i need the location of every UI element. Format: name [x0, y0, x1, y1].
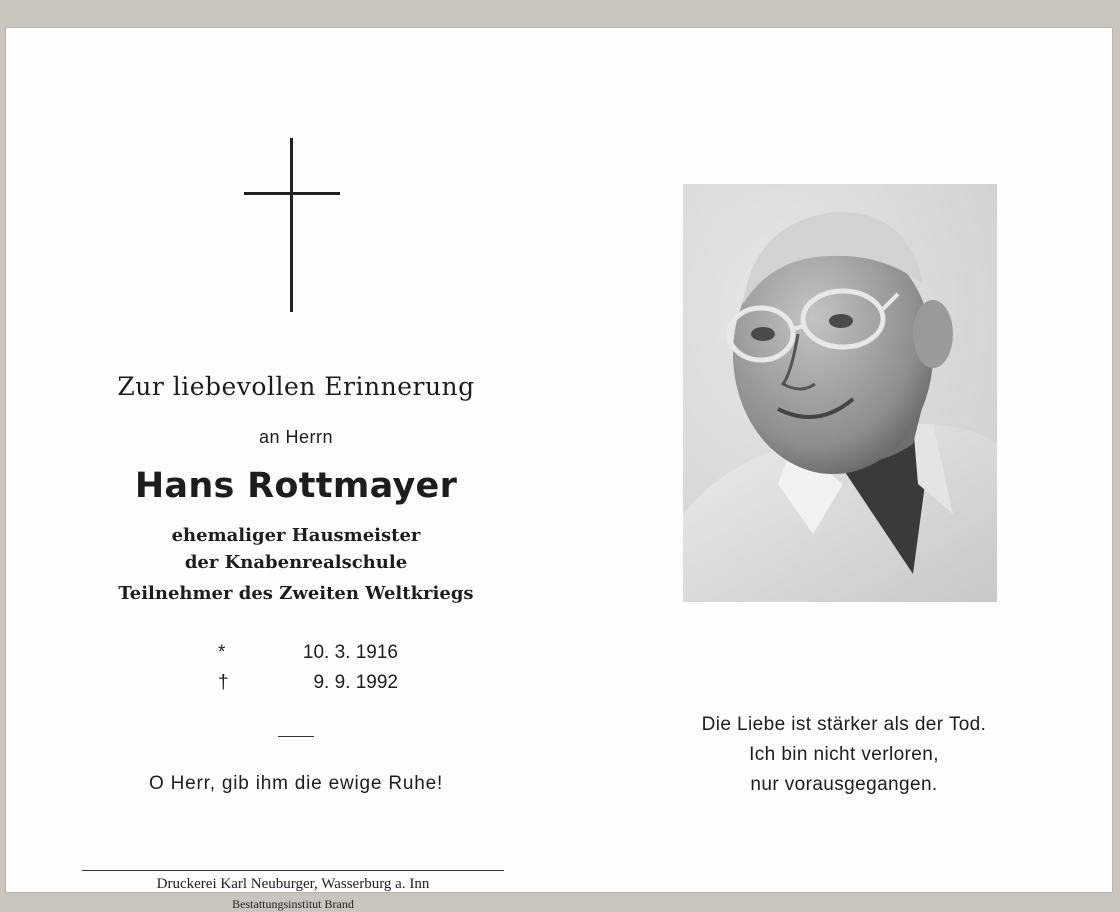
death-date-row	[218, 672, 398, 702]
prayer-text: O Herr, gib ihm die ewige Ruhe!	[148, 773, 444, 794]
quote-line: Die Liebe ist stärker als der Tod.	[701, 714, 987, 735]
salutation: an Herrn	[258, 427, 334, 447]
birth-date: 10. 3. 1916	[302, 642, 398, 663]
death-cross-icon: †	[218, 672, 229, 693]
cross-icon	[244, 138, 340, 312]
printer-credit: Druckerei Karl Neuburger, Wasserburg a. Inn	[156, 876, 430, 892]
deceased-name: Hans Rottmayer	[134, 466, 458, 506]
life-dates	[218, 642, 398, 702]
birth-date-row	[218, 642, 398, 672]
birth-star-icon: *	[218, 642, 226, 663]
memorial-heading: Zur liebevollen Erinnerung	[117, 372, 475, 401]
quote-line: nur vorausgegangen.	[750, 774, 938, 795]
portrait-photo	[683, 184, 997, 602]
description-line: der Knabenrealschule	[184, 552, 408, 573]
funeral-home-credit: Bestattungsinstitut Brand	[232, 897, 354, 911]
death-date: 9. 9. 1992	[313, 672, 398, 693]
description-line: Teilnehmer des Zweiten Weltkriegs	[118, 583, 474, 604]
memorial-card	[6, 28, 1112, 911]
divider	[278, 736, 314, 737]
footer-divider	[82, 870, 504, 871]
description-line: ehemaliger Hausmeister	[171, 525, 421, 546]
quote-line: Ich bin nicht verloren,	[749, 744, 939, 765]
